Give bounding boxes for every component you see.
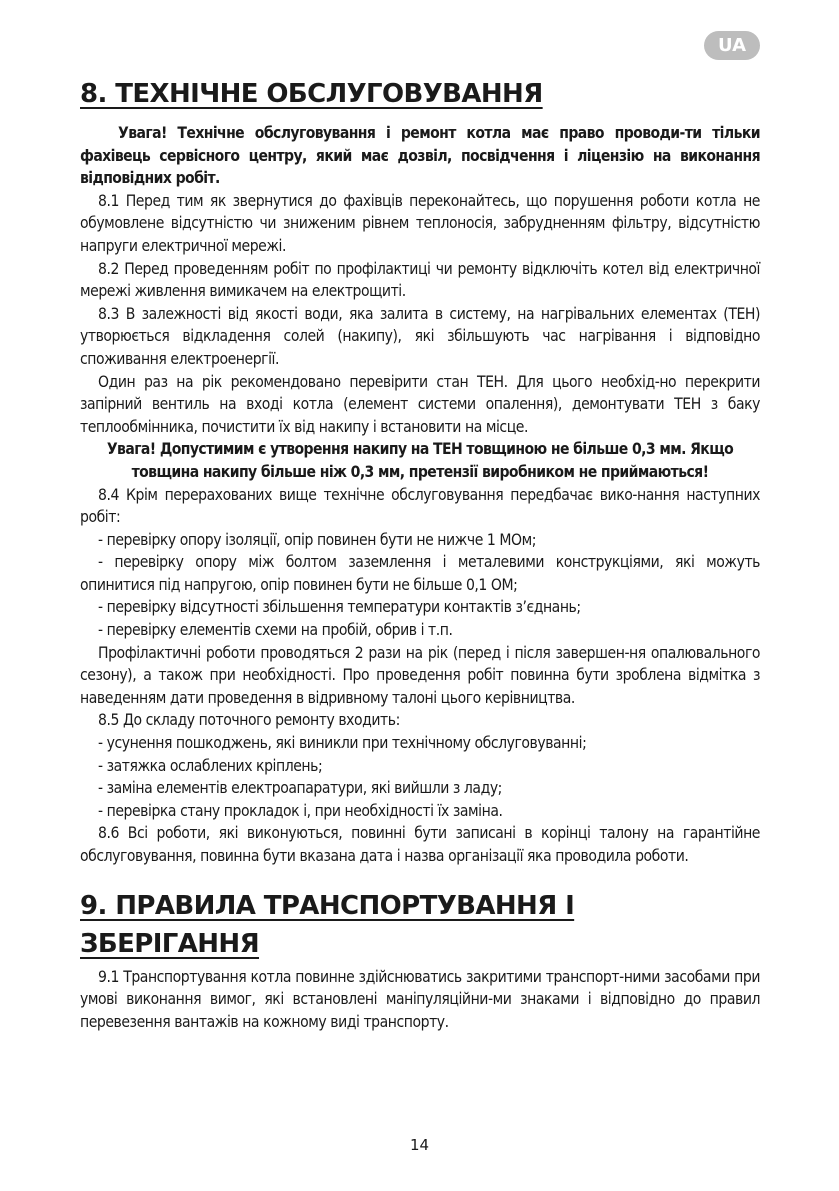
warning-service-only: Увага! Технічне обслуговування і ремонт котла має право проводи-ти тільки фахівець сервісного центру, який має дозвіл, посвідчення і ліцензію на виконання відповідних робіт.: [80, 124, 760, 188]
section-8-title: 8. ТЕХНІЧНЕ ОБСЛУГОВУВАННЯ: [80, 79, 543, 109]
warning-scale-thickness: Увага! Допустимим є утворення накипу на ТЕН товщиною не більше 0,3 мм. Якщо товщина накипу більше ніж 0,3 мм, претензії виробником не приймаються!: [106, 440, 734, 481]
paragraph-8-6: 8.6 Всі роботи, які виконуються, повинні бути записані в корінці талону на гарантійне обслуговування, повинна бути вказана дата і назва організації яка проводила роботи.: [80, 824, 760, 865]
paragraph-8-2: 8.2 Перед проведенням робіт по профілактиці чи ремонту відключіть котел від електричної мережі живлення вимикачем на електрощиті.: [80, 259, 760, 301]
section-9-title: 9. ПРАВИЛА ТРАНСПОРТУВАННЯ І ЗБЕРІГАННЯ: [80, 890, 575, 959]
list-item-repair: - усунення пошкоджень, які виникли при технічному обслуговуванні;: [98, 734, 587, 753]
paragraph-yearly-check: Один раз на рік рекомендовано перевірити стан ТЕН. Для цього необхід-но перекрити запірний вентиль на вході котла (елемент системи опалення), демонтувати ТЕН з баку теплообмінника, почистити їх від накипу і встановити на місце.: [80, 372, 760, 436]
paragraph-preventive-works: Профілактичні роботи проводяться 2 рази на рік (перед і після завершен-ня опалювального сезону), а також при необхідності. Про проведення робіт повинна бути зроблена відмітка з наведенням дати проведення в відривному талоні цього керівництва.: [80, 643, 760, 707]
list-item-repair: - затяжка ослаблених кріплень;: [98, 756, 323, 775]
page-number: 14: [409, 1136, 430, 1154]
list-item-repair: - перевірка стану прокладок і, при необхідності їх заміна.: [98, 801, 503, 820]
page-content: [80, 72, 760, 1033]
list-item-check: - перевірку відсутності збільшення температури контактів з’єднань;: [98, 598, 581, 617]
paragraph-8-1: 8.1 Перед тим як звернутися до фахівців переконайтесь, що порушення роботи котла не обумовлене відсутністю чи зниженим рівнем теплоносія, забрудненням фільтру, відсутністю напруги електричної мережі.: [80, 191, 760, 255]
list-item-repair: - заміна елементів електроапаратури, які вийшли з ладу;: [98, 779, 502, 798]
paragraph-8-4: 8.4 Крім перерахованих вище технічне обслуговування передбачає вико-нання наступних робіт:: [80, 485, 760, 527]
list-item-check: - перевірку опору між болтом заземлення і металевими конструкціями, які можуть опинитися під напругою, опір повинен бути не більше 0,1 ОМ;: [80, 553, 760, 594]
paragraph-9-1: 9.1 Транспортування котла повинне здійснюватись закритими транспорт-ними засобами при умові виконання вимог, які встановлені маніпуляційни-ми знаками і відповідно до правил перевезення вантажів на кожному виді транспорту.: [80, 967, 760, 1031]
paragraph-8-3: 8.3 В залежності від якості води, яка залита в систему, на нагрівальних елементах (ТЕН) утворюється відкладення солей (накипу), які збільшують час нагрівання і відповідно споживання електроенергії.: [80, 304, 760, 368]
list-item-check: - перевірку елементів схеми на пробій, обрив і т.п.: [98, 621, 453, 640]
section-8-body: [80, 122, 760, 868]
language-badge: UA: [704, 31, 760, 60]
list-item-check: - перевірку опору ізоляції, опір повинен бути не нижче 1 МОм;: [98, 530, 537, 549]
paragraph-8-5: 8.5 До складу поточного ремонту входить:: [98, 711, 400, 730]
